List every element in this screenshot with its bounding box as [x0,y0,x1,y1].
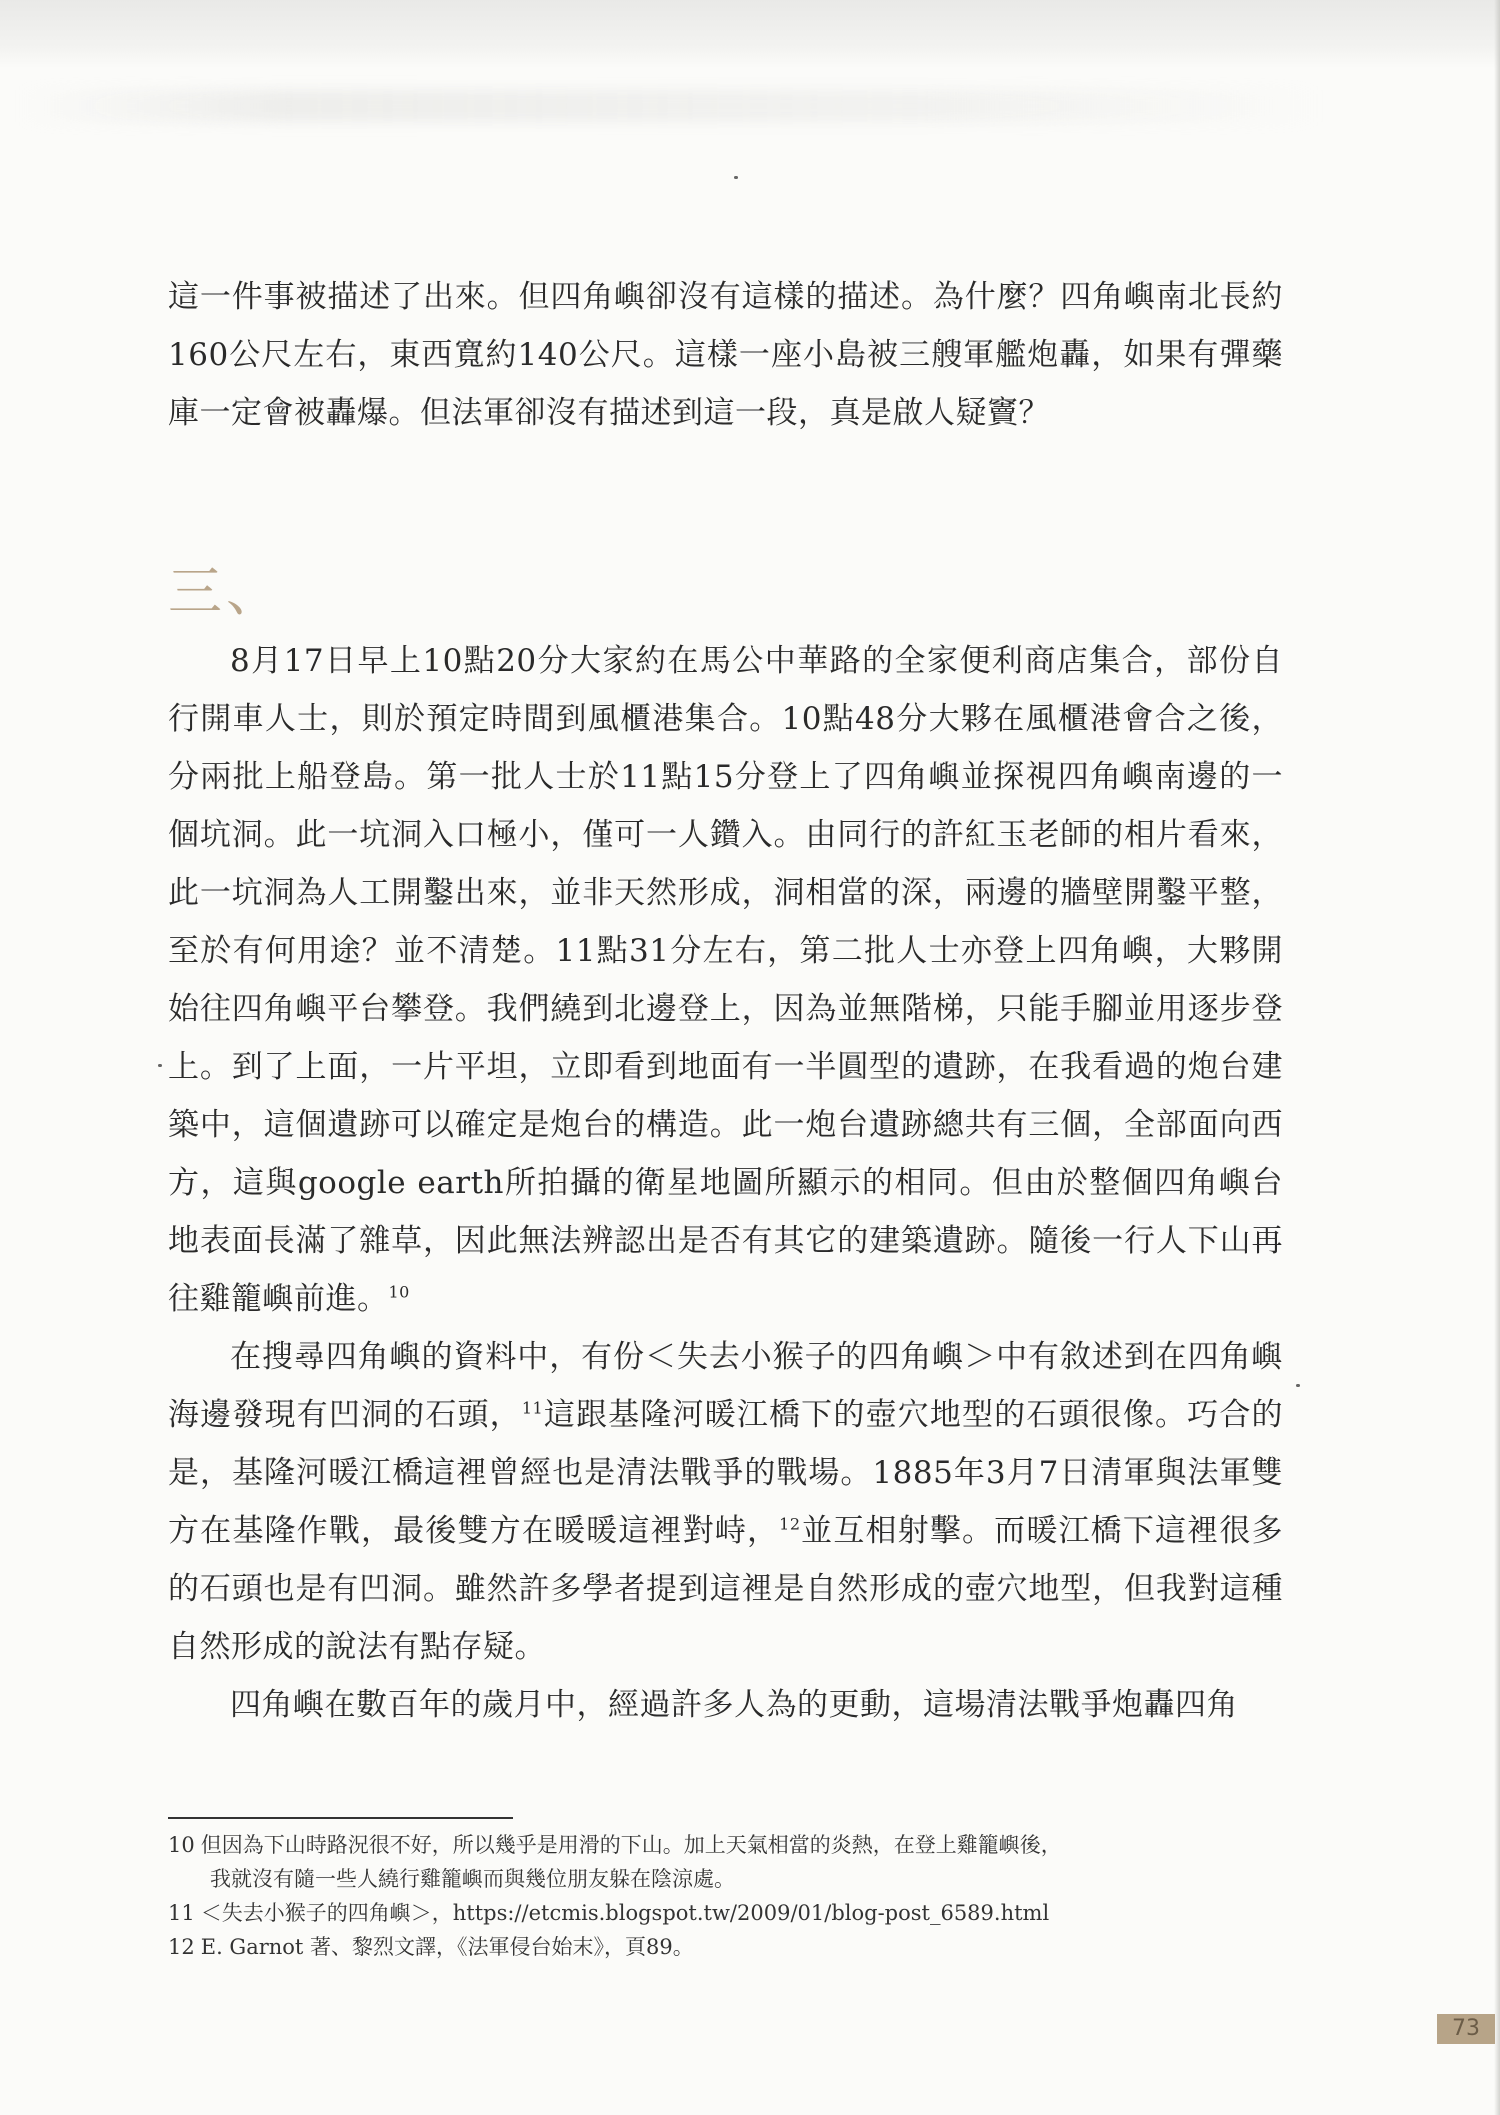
footnote-divider [168,1817,513,1819]
paragraph-1 [168,632,1283,1328]
footnote-number: 11 [168,1901,195,1925]
footnote-11 [168,1896,1283,1930]
paragraph-2-text-c: 並互相射擊。而暖江橋下這裡很多的石頭也是有凹洞。雖然許多學者提到這裡是自然形成的壺穴地型，但我對這種自然形成的說法有點存疑。 [168,1513,1284,1665]
paragraph-2 [168,1328,1283,1676]
scan-bleed-strip [20,90,1320,122]
page-number: 73 [1437,2014,1495,2044]
section-heading: 三、 [168,560,284,623]
scan-right-edge [1494,0,1500,2115]
footnote-12 [168,1930,1283,1964]
intro-paragraph: 這一件事被描述了出來。但四角嶼卻沒有這樣的描述。為什麼？四角嶼南北長約160公尺左右，東西寬約140公尺。這樣一座小島被三艘軍艦炮轟，如果有彈藥庫一定會被轟爆。但法軍卻沒有描述到這一段，真是啟人疑竇？ [168,279,1283,431]
scan-speck [158,1064,162,1067]
footnote-text: ＜失去小猴子的四角嶼＞，https://etcmis.blogspot.tw/2009/01/blog-post_6589.html [200,1901,1050,1925]
scan-speck [1296,1384,1300,1387]
footnote-10 [168,1828,1283,1862]
footnote-number: 10 [168,1833,195,1857]
section-gap [168,442,1283,562]
footnotes [168,1828,1283,1964]
footnote-number: 12 [168,1935,195,1959]
scan-speck [734,176,738,179]
footnote-ref-12: 12 [779,1514,801,1534]
paragraph-2-text-a: 在搜尋四角嶼的資料中，有份＜失去小猴子的四角嶼＞中有敘述到在四角嶼海邊發現有凹洞的石頭， [168,1339,1283,1433]
paragraph-3: 四角嶼在數百年的歲月中，經過許多人為的更動，這場清法戰爭炮轟四角 [230,1687,1238,1723]
paragraph-1-text: 8月17日早上10點20分大家約在馬公中華路的全家便利商店集合，部份自行開車人士，則於預定時間到風櫃港集合。10點48分大夥在風櫃港會合之後，分兩批上船登島。第一批人士於11點15分登上了四角嶼並探視四角嶼南邊的一個坑洞。此一坑洞入口極小，僅可一人鑽入。由同行的許紅玉老師的相片看來，此一坑洞為人工開鑿出來，並非天然形成，洞相當的深，兩邊的牆壁開鑿平整，至於有何用途？並不清楚。11點31分左右，第二批人士亦登上四角嶼，大夥開始往四角嶼平台攀登。我們繞到北邊登上，因為並無階梯，只能手腳並用逐步登上。到了上面，一片平坦，立即看到地面有一半圓型的遺跡，在我看過的炮台建築中，這個遺跡可以確定是炮台的構造。此一炮台遺跡總共有三個，全部面向西方，這與google earth所拍攝的衛星地圖所顯示的相同。但由於整個四角嶼台地表面長滿了雜草，因此無法辨認出是否有其它的建築遺跡。隨後一行人下山再往雞籠嶼前進。 [168,643,1283,1317]
scan-top-shadow [0,0,1500,68]
footnote-10-continuation: 我就沒有隨一些人繞行雞籠嶼而與幾位朋友躲在陰涼處。 [210,1867,735,1891]
footnote-text: E. Garnot 著、黎烈文譯，《法軍侵台始末》，頁89。 [200,1935,694,1959]
page-body [168,268,1283,1734]
paragraph-2-text-b: 這跟基隆河暖江橋下的壺穴地型的石頭很像。巧合的是，基隆河暖江橋這裡曾經也是清法戰爭的戰場。1885年3月7日清軍與法軍雙方在基隆作戰，最後雙方在暖暖這裡對峙， [168,1397,1284,1549]
footnote-text: 但因為下山時路況很不好，所以幾乎是用滑的下山。加上天氣相當的炎熱，在登上雞籠嶼後， [200,1833,1062,1857]
footnote-ref-11: 11 [521,1398,544,1418]
footnote-ref-10: 10 [388,1282,410,1302]
